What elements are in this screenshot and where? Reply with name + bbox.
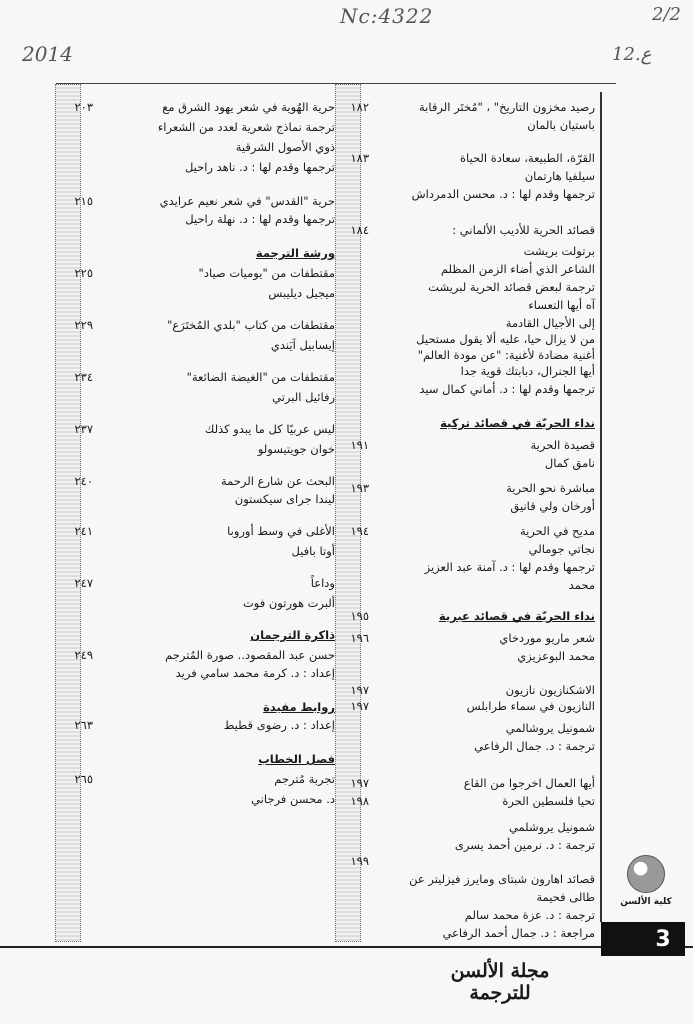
handwritten-year: 2014 bbox=[22, 42, 73, 66]
toc-entry-line: مقتطفات من "يوميات صياد" bbox=[198, 266, 335, 280]
toc-entry-line: ليس عربيًا كل ما يبدو كذلك bbox=[204, 422, 335, 436]
toc-entry-line: أيها الجنرال، دبابتك قوية جدا bbox=[460, 364, 595, 378]
toc-entry-line: الأغلى في وسط أوروبا bbox=[227, 524, 335, 538]
toc-section-heading: ذاكرة الترجمان bbox=[250, 628, 335, 642]
toc-page-number: ١٩٧ bbox=[350, 699, 369, 713]
toc-page-number: ٢٤٩ bbox=[74, 648, 93, 662]
toc-entry-line: قصائد اهارون شبتاى ومايرز فيزليتر عن bbox=[409, 872, 595, 886]
page-number: 3 bbox=[601, 922, 685, 956]
toc-page-number: ١٩٣ bbox=[350, 481, 369, 495]
toc-entry-line: حسن عبد المقصود.. صورة المُترجم bbox=[165, 648, 335, 662]
toc-entry-line: النازيون في سماء طرابلس bbox=[466, 699, 595, 713]
toc-entry-line: نامق كمال bbox=[544, 456, 595, 470]
toc-page-number: ٢٢٩ bbox=[74, 318, 93, 332]
handwritten-issue-code: ع.12 bbox=[612, 44, 652, 65]
toc-entry-line: ليندا جراى سيكستون bbox=[234, 492, 335, 506]
toc-entry-line: شعر ماريو موردخاي bbox=[499, 631, 595, 645]
toc-page-number: ١٩٦ bbox=[350, 631, 369, 645]
toc-entry-line: رفائيل البرتي bbox=[272, 390, 335, 404]
toc-page-number: ٢٣٤ bbox=[74, 370, 93, 384]
toc-section-heading: فصل الخطاب bbox=[258, 752, 335, 766]
toc-entry-line: أغنية مضادة لأغنية: "عن مودة العالم" bbox=[417, 348, 595, 362]
frame-right-rule bbox=[600, 92, 602, 922]
left-decorative-strip bbox=[55, 84, 81, 942]
toc-entry-line: خوان جويتيسولو bbox=[257, 442, 335, 456]
toc-entry-line: شمونيل يروشلمي bbox=[508, 820, 595, 834]
toc-section-heading: روابط مفيدة bbox=[263, 700, 335, 714]
toc-entry-line: أيها العمال اخرجوا من القاع bbox=[463, 776, 595, 790]
toc-entry-line: برتولت بريشت bbox=[523, 244, 595, 258]
toc-entry-line: سيلفيا هارتمان bbox=[524, 169, 595, 183]
toc-page-number: ٢٦٣ bbox=[74, 718, 93, 732]
toc-entry-line: ترجمة : د. نرمين أحمد يسرى bbox=[454, 838, 595, 852]
toc-entry-line: ترجمها وقدم لها : د. ناهد راحيل bbox=[184, 160, 335, 174]
toc-entry-line: تجربة مُترجم bbox=[274, 772, 335, 786]
toc-entry-line: نجاتي جومالي bbox=[528, 542, 595, 556]
logo-text: كلية الألسن bbox=[620, 897, 672, 907]
journal-title: مجلة الألسن للترجمة bbox=[450, 960, 550, 1004]
toc-page-number: ٢٤٠ bbox=[74, 474, 93, 488]
toc-page-number: ٢٦٥ bbox=[74, 772, 93, 786]
globe-icon bbox=[627, 855, 665, 893]
toc-entry-line: الشاعر الذي أضاء الزمن المظلم bbox=[440, 262, 595, 276]
toc-page-number: ٢٤١ bbox=[74, 524, 93, 538]
toc-entry-line: ترجمة : د. عزة محمد سالم bbox=[464, 908, 595, 922]
toc-entry-line: قصيدة الحرية bbox=[530, 438, 595, 452]
toc-entry-line: حرية "القدس" في شعر نعيم عرايدي bbox=[159, 194, 335, 208]
toc-entry-line: مراجعة : د. جمال أحمد الرفاعي bbox=[442, 926, 595, 940]
toc-entry-line: ترجمة : د. جمال الرفاعي bbox=[474, 739, 595, 753]
toc-entry-line: مقتطفات من كتاب "بلدي المُختَرَع" bbox=[167, 318, 335, 332]
toc-page-number: ١٩١ bbox=[350, 438, 369, 452]
toc-entry-line: مقتطفات من "الغيضة الضائعة" bbox=[186, 370, 335, 384]
toc-entry-line: ذوي الأصول الشرقية bbox=[235, 140, 335, 154]
toc-entry-line: محمد البوعزيزي bbox=[517, 649, 595, 663]
toc-page-number: ٢٢٥ bbox=[74, 266, 93, 280]
toc-entry-line: الاشكنازيون نازيون bbox=[505, 683, 595, 697]
bottom-rule bbox=[0, 946, 693, 948]
toc-entry-line: شمونيل يروشالمي bbox=[505, 721, 595, 735]
toc-entry-line: ترجمها وقدم لها : د. نهلة راحيل bbox=[185, 212, 335, 226]
toc-entry-line: حرية الهُوية في شعر يهود الشرق مع bbox=[162, 100, 335, 114]
toc-entry-line: إلى الأجيال القادمة bbox=[505, 316, 595, 330]
toc-page-number: ١٩٨ bbox=[350, 794, 369, 808]
toc-entry-line: إيسابيل آيَندي bbox=[270, 338, 335, 352]
toc-page-number: ١٨٢ bbox=[350, 100, 369, 114]
toc-entry-line: إعداد : د. رضوى قطيط bbox=[223, 718, 335, 732]
toc-page-number: ٢٠٣ bbox=[74, 100, 93, 114]
toc-page-number: ١٩٧ bbox=[350, 683, 369, 697]
toc-page-number: ٢١٥ bbox=[74, 194, 93, 208]
handwritten-reference: Nc:4322 bbox=[340, 4, 434, 28]
toc-entry-line: محمد bbox=[568, 578, 595, 592]
center-decorative-strip bbox=[335, 84, 361, 942]
toc-page-number: ٢٣٧ bbox=[74, 422, 93, 436]
toc-page-number: ١٨٤ bbox=[350, 223, 369, 237]
handwritten-page-mark: 2/2 bbox=[652, 4, 681, 25]
toc-entry-line: آه أيها التعساء bbox=[528, 298, 595, 312]
toc-entry-line: وداعاً bbox=[310, 576, 335, 590]
toc-entry-line: طالى فحيمة bbox=[536, 890, 595, 904]
toc-section-heading: نداء الحريّة في قصائد عبرية bbox=[438, 609, 595, 623]
toc-entry-line: البحث عن شارع الرحمة bbox=[221, 474, 335, 488]
faculty-logo bbox=[618, 855, 674, 919]
toc-page-number: ١٨٣ bbox=[350, 151, 369, 165]
toc-section-heading: نداء الحريّة في قصائد تركية bbox=[440, 416, 595, 430]
toc-entry-line: ترجمة نماذج شعرية لعدد من الشعراء bbox=[157, 120, 335, 134]
toc-entry-line: ترجمة لبعض قصائد الحرية لبريشت bbox=[428, 280, 595, 294]
toc-entry-line: أورخان ولي قانيق bbox=[510, 499, 595, 513]
toc-entry-line: ميجيل ديليبس bbox=[268, 286, 335, 300]
toc-page-number: ١٩٤ bbox=[350, 524, 369, 538]
toc-entry-line: باستيان بالمان bbox=[527, 118, 595, 132]
toc-entry-line: مباشرة نحو الحرية bbox=[506, 481, 595, 495]
toc-page-number: ١٩٥ bbox=[350, 609, 369, 623]
toc-entry-line: تحيا فلسطين الحرة bbox=[502, 794, 595, 808]
toc-page-number: ٢٤٧ bbox=[74, 576, 93, 590]
toc-section-heading: ورشة الترجمة bbox=[255, 246, 335, 260]
toc-entry-line: القرّة، الطبيعة، سعادة الحياة bbox=[459, 151, 595, 165]
toc-entry-line: أوتا بافيل bbox=[291, 544, 335, 558]
toc-entry-line: ترجمها وقدم لها : د. آمنة عبد العزيز bbox=[424, 560, 595, 574]
toc-entry-line: مديح في الحرية bbox=[519, 524, 595, 538]
toc-entry-line: من لا يزال حيا، عليه ألا يقول مستحيل bbox=[416, 332, 595, 346]
toc-entry-line: قصائد الحرية للأديب الألماني : bbox=[452, 223, 595, 237]
toc-page-number: ١٩٧ bbox=[350, 776, 369, 790]
toc-entry-line: ترجمها وقدم لها : د. محسن الدمرداش bbox=[411, 187, 595, 201]
toc-entry-line: د. محسن فرجاني bbox=[251, 792, 335, 806]
toc-entry-line: رصيد مخزون التاريخ" ، "مُختَر الرقابة bbox=[419, 100, 595, 114]
toc-entry-line: ألبرت هورتون فوت bbox=[242, 596, 335, 610]
toc-page-number: ١٩٩ bbox=[350, 854, 369, 868]
toc-entry-line: إعداد : د. كرمة محمد سامي فريد bbox=[175, 666, 335, 680]
toc-entry-line: ترجمها وقدم لها : د. أماني كمال سيد bbox=[419, 382, 595, 396]
